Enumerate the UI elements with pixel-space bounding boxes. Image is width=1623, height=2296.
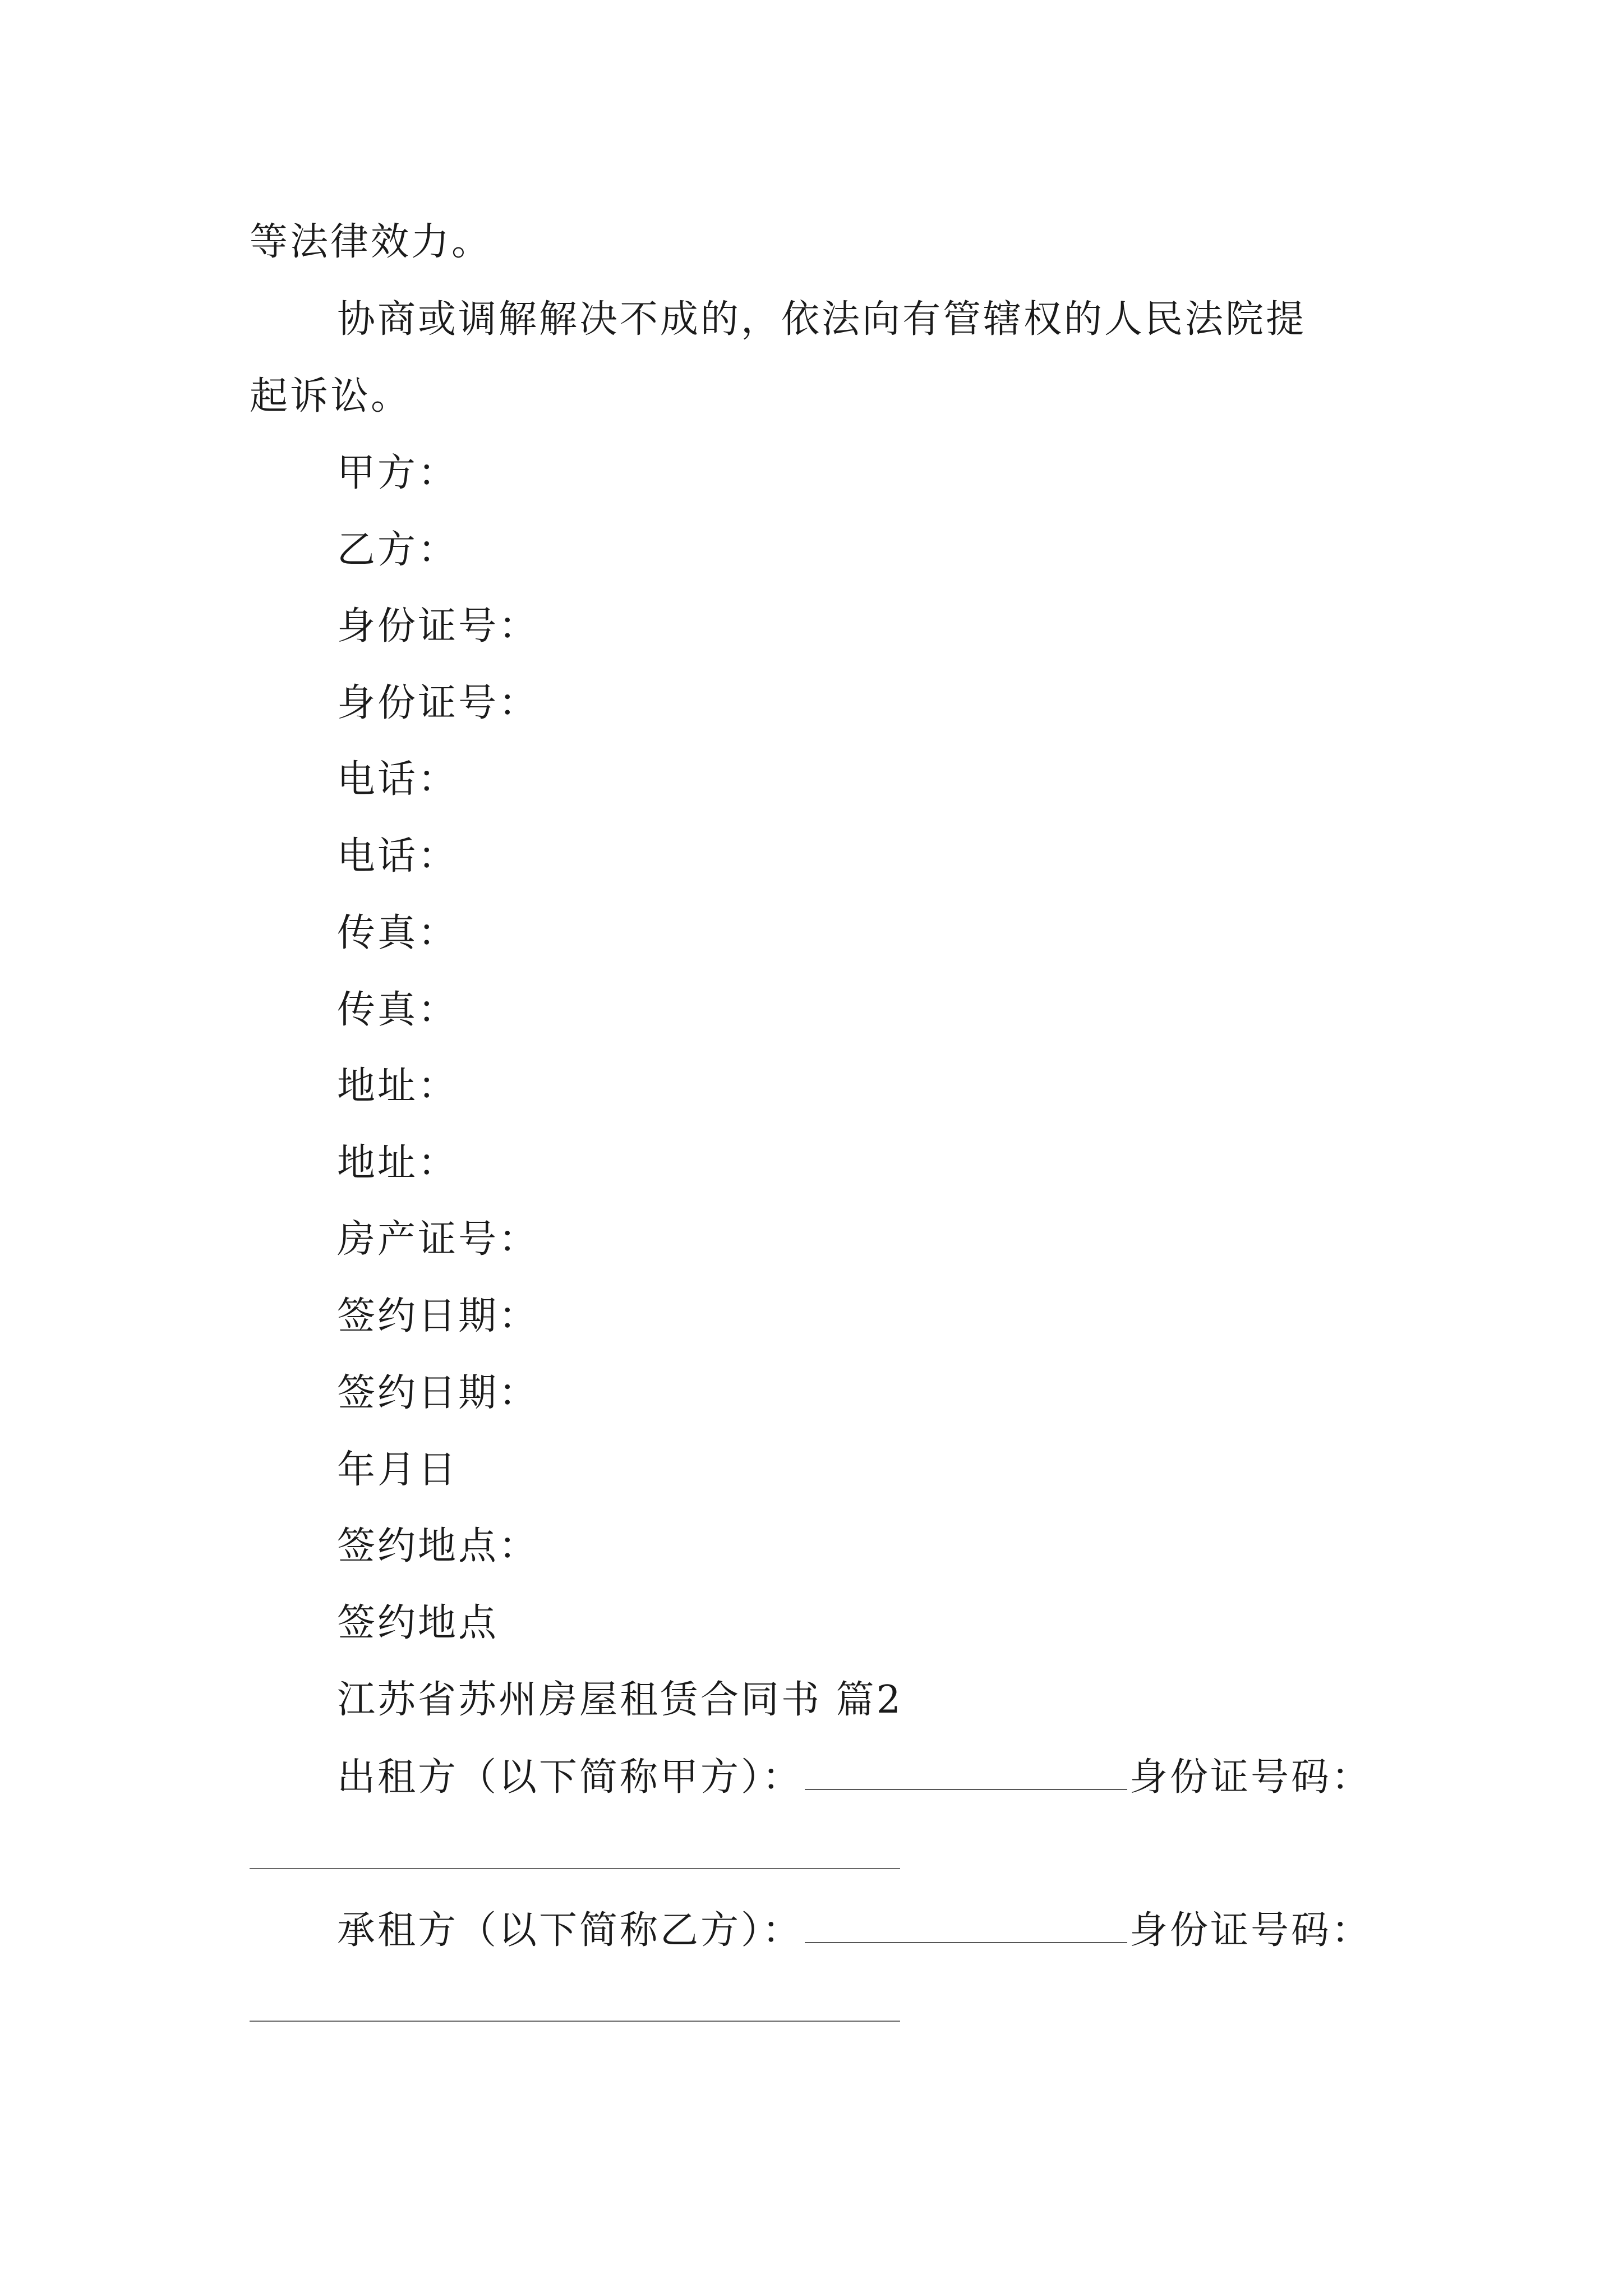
- phone-label-b: 电话：: [337, 834, 459, 878]
- lessor-line: [337, 1754, 1372, 1800]
- id-number-label-a: 身份证号：: [337, 604, 540, 648]
- lessee-name-blank[interactable]: [805, 1907, 1127, 1943]
- section-title: 江苏省苏州房屋租赁合同书 篇2: [337, 1678, 903, 1722]
- fax-label-b: 传真：: [337, 988, 459, 1032]
- signing-place-label-a: 签约地点：: [337, 1524, 540, 1568]
- signing-date-label-b: 签约日期：: [337, 1371, 540, 1415]
- lessor-id-blank[interactable]: [250, 1868, 900, 1869]
- lessor-id-label: 身份证号码：: [1129, 1755, 1372, 1800]
- party-b-label: 乙方：: [337, 528, 459, 572]
- date-placeholder: 年月日: [337, 1448, 459, 1492]
- fax-label-a: 传真：: [337, 911, 459, 955]
- signing-date-label-a: 签约日期：: [337, 1294, 540, 1338]
- lessor-name-blank[interactable]: [805, 1754, 1127, 1790]
- address-label-b: 地址：: [337, 1141, 459, 1185]
- id-number-label-b: 身份证号：: [337, 681, 540, 725]
- lessee-id-label: 身份证号码：: [1129, 1908, 1372, 1953]
- signing-place-label-b: 签约地点: [337, 1601, 499, 1645]
- lessee-label: 承租方（以下简称乙方）：: [337, 1908, 803, 1953]
- dispute-clause-line-2: 起诉讼。: [250, 374, 412, 418]
- property-cert-label: 房产证号：: [337, 1217, 540, 1262]
- continuation-text: 等法律效力。: [250, 220, 492, 264]
- lessee-line: [337, 1907, 1372, 1953]
- phone-label-a: 电话：: [337, 757, 459, 802]
- dispute-clause-line-1: 协商或调解解决不成的，依法向有管辖权的人民法院提: [337, 297, 1307, 342]
- lessee-id-blank[interactable]: [250, 2021, 900, 2022]
- address-label-a: 地址：: [337, 1064, 459, 1108]
- lessor-label: 出租方（以下简称甲方）：: [337, 1755, 803, 1800]
- party-a-label: 甲方：: [337, 451, 459, 495]
